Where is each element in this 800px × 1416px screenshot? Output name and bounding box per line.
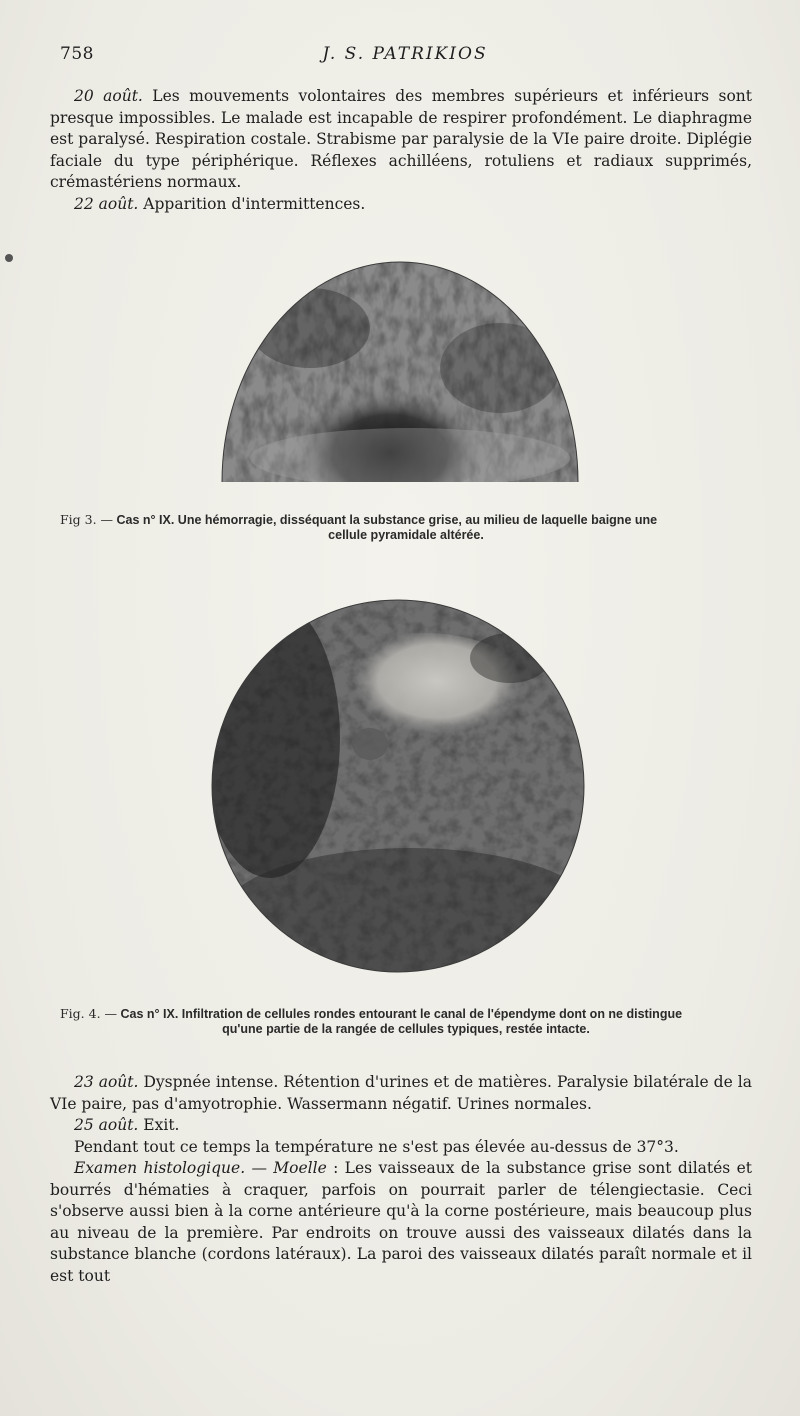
date-22-aout: 22 août. [74, 194, 139, 213]
figure-3-caption-line2: cellule pyramidale altérée. [328, 528, 484, 542]
running-title: J. S. PATRIKIOS [322, 44, 488, 64]
date-20-aout: 20 août. [74, 87, 143, 105]
paragraph-22-aout [50, 194, 752, 216]
figure-4-caption-line2: qu'une partie de la rangée de cellules typiques, restée intacte. [222, 1022, 590, 1036]
examen-histologique-body: : Les vaisseaux de la substance grise sont dilatés et bourrés d'hématies à craquer, parfois on pourrait parler de télengiectasie. Ceci s'observe aussi bien à la corne antérieure qu'à la corne postérieure, mais beaucoup plus au niveau de la première. Par endroits on trouve aussi des vaisseaux dilatés dans la substance blanche (cordons latéraux). La paroi des vaisseaux dilatés paraît normale et il est tout [50, 1159, 753, 1285]
figure-3-caption-text: Cas n° IX. Une hémorragie, disséquant la substance grise, au milieu de laquelle baigne une [113, 513, 658, 527]
figure-4-caption [60, 1006, 752, 1037]
paragraph-20-aout-body: Les mouvements volontaires des membres supérieurs et inférieurs sont presque impossibles. Le malade est incapable de respirer profondément. Le diaphragme est paralysé. Respiration costale. Strabisme par paralysie de la VIe paire droite. Diplégie faciale du type périphérique. Réflexes achilléens, rotuliens et radiaux supprimés, crémastériens normaux. [50, 87, 752, 191]
running-head [60, 44, 750, 68]
date-25-aout: 25 août. [74, 1116, 139, 1134]
figure-3-micrograph [220, 258, 580, 486]
page-number: 758 [60, 44, 94, 64]
bottom-text-block [50, 1072, 752, 1287]
figure-3-label: Fig 3. — [60, 512, 114, 527]
top-text-block [50, 86, 752, 215]
date-23-aout: 23 août. [74, 1073, 139, 1091]
figure-4-caption-text: Cas n° IX. Infiltration de cellules rondes entourant le canal de l'épendyme dont on ne distingue [117, 1007, 683, 1021]
figure-4-label: Fig. 4. — [60, 1006, 118, 1021]
paragraph-25-aout-body: Exit. [138, 1116, 180, 1134]
figure-3-caption [60, 512, 752, 543]
paragraph-examen-histologique [50, 1158, 752, 1287]
figure-4-micrograph [210, 598, 586, 974]
margin-ink-spot [5, 254, 13, 262]
paragraph-23-aout [50, 1072, 752, 1115]
paragraph-22-aout-body: Apparition d'intermittences. [138, 194, 366, 213]
paragraph-23-aout-body: Dyspnée intense. Rétention d'urines et de matières. Paralysie bilatérale de la VIe paire, pas d'amyotrophie. Wassermann négatif. Urines normales. [50, 1073, 752, 1113]
examen-histologique-heading: Examen histologique. — Moelle [74, 1159, 327, 1177]
paragraph-20-aout [50, 86, 752, 194]
paragraph-temperature: Pendant tout ce temps la température ne s'est pas élevée au-dessus de 37°3. [74, 1137, 679, 1156]
paragraph-25-aout [50, 1115, 752, 1137]
